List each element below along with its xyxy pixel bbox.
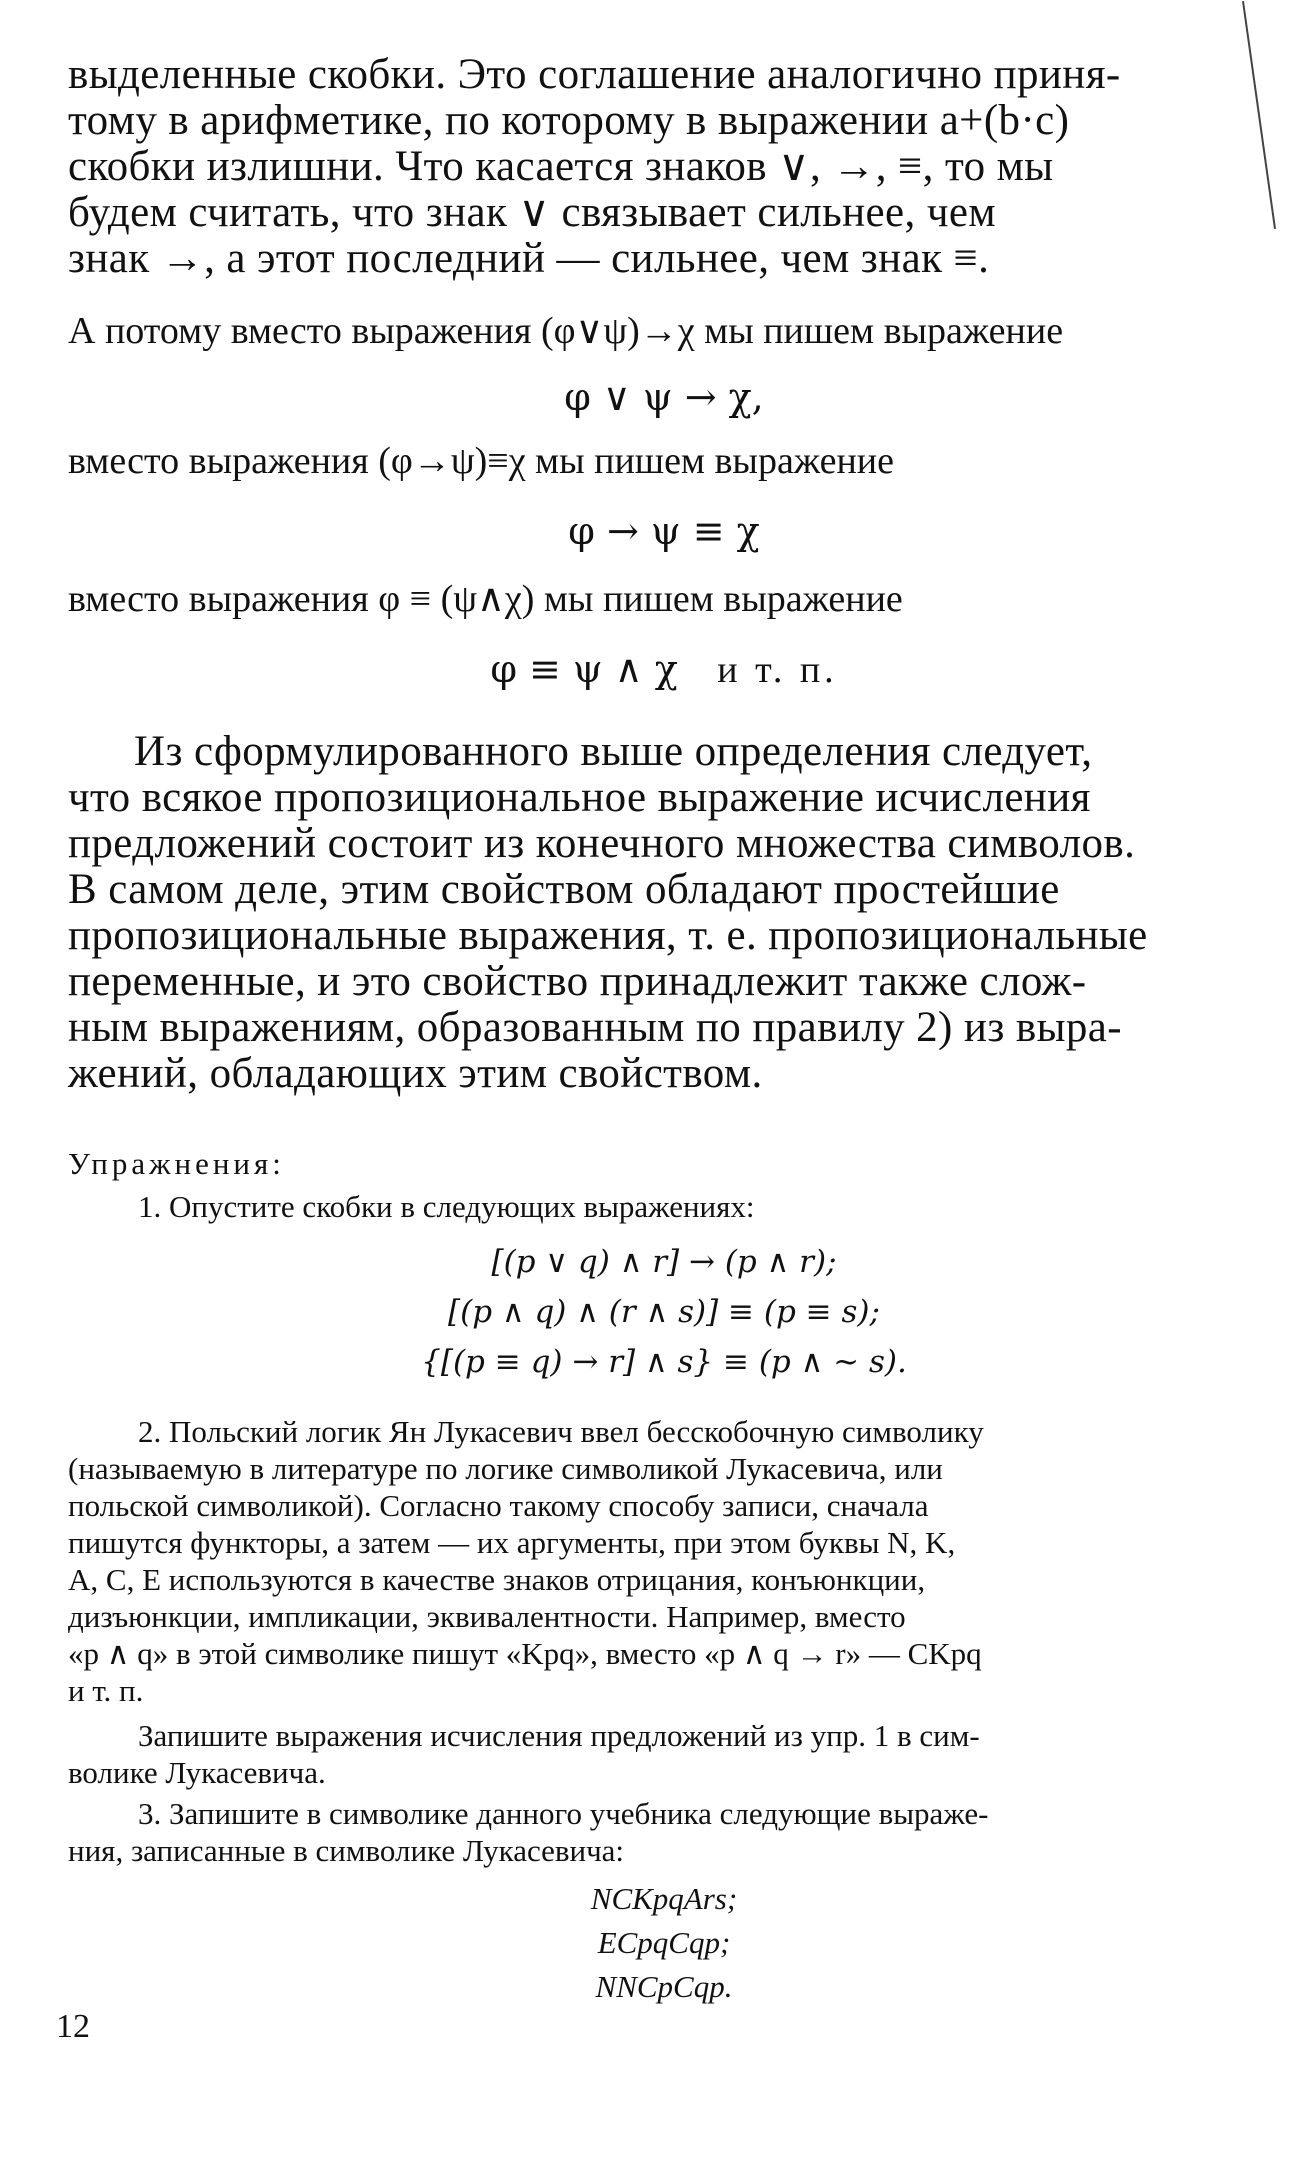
exercise-1-formula-3: {[(p ≡ q) → r] ∧ s} ≡ (p ∧ ~ s). — [421, 1344, 907, 1380]
exercise-3-formula-2: ECpqCqp; — [597, 1925, 731, 1960]
intro-line-3: скобки излишни. Что касается знаков ∨, →, ≡, то мы — [68, 143, 1054, 190]
exercise-2-task — [68, 1717, 1260, 1791]
intro-line-2: тому в арифметике, по которому в выражении a+(b·c) — [68, 97, 1070, 144]
page-number: 12 — [56, 2008, 90, 2045]
exercise-2-line-7: «p ∧ q» в этой символике пишут «Kpq», вместо «p ∧ q → r» — CKpq — [68, 1636, 982, 1671]
exercise-2-task-line-2: волике Лукасевича. — [68, 1755, 326, 1790]
main-line-6: переменные, и это свойство принадлежит также слож- — [68, 958, 1087, 1005]
intro-line-4: будем считать, что знак ∨ связывает сильнее, чем — [68, 189, 996, 236]
exercise-2-line-2: (называемую в литературе по логике символикой Лукасевича, или — [68, 1451, 943, 1486]
intro-line-1: выделенные скобки. Это соглашение аналогично приня- — [68, 51, 1121, 98]
book-page — [68, 52, 1260, 2009]
intro-line-5: знак →, а этот последний — сильнее, чем знак ≡. — [68, 235, 990, 282]
main-line-4: В самом деле, этим свойством обладают простейшие — [68, 866, 1060, 913]
example-formula-1: φ ∨ ψ → χ, — [564, 375, 764, 419]
example-line-3: вместо выражения φ ≡ (ψ∧χ) мы пишем выражение — [68, 578, 903, 620]
exercise-1-formulas — [68, 1237, 1260, 1387]
exercise-2-line-8: и т. п. — [68, 1673, 144, 1708]
exercises-heading: Упражнения: — [68, 1146, 285, 1181]
example-formula-2: φ → ψ ≡ χ — [568, 509, 760, 553]
intro-paragraph — [68, 52, 1260, 282]
exercise-1-text: 1. Опустите скобки в следующих выражениях: — [138, 1189, 755, 1224]
exercises-section — [68, 1145, 1260, 2009]
main-line-3: предложений состоит из конечного множества символов. — [68, 820, 1136, 867]
exercise-2-line-3: польской символикой). Согласно такому способу записи, сначала — [68, 1488, 929, 1523]
examples-block — [68, 308, 1260, 693]
main-line-1: Из сформулированного выше определения следует, — [134, 728, 1093, 775]
exercise-1-formula-1: [(p ∨ q) ∧ r] → (p ∧ r); — [491, 1244, 837, 1280]
exercise-3-line-1: 3. Запишите в символике данного учебника следующие выраже- — [138, 1796, 989, 1831]
exercise-3-line-2: ния, записанные в символике Лукасевича: — [68, 1833, 625, 1868]
exercise-3-formula-3: NNCpCqp. — [595, 1969, 733, 2004]
example-formula-3: φ ≡ ψ ∧ χ — [490, 647, 678, 691]
exercise-3-formula-1: NCKpqArs; — [590, 1881, 738, 1916]
exercise-1-formula-2: [(p ∧ q) ∧ (r ∧ s)] ≡ (p ≡ s); — [448, 1294, 880, 1330]
exercise-3-text — [68, 1795, 1260, 1869]
main-line-2: что всякое пропозициональное выражение исчисления — [68, 774, 1091, 821]
exercise-2-task-line-1: Запишите выражения исчисления предложений из упр. 1 в сим- — [138, 1718, 980, 1753]
example-line-1: А потому вместо выражения (φ∨ψ)→χ мы пишем выражение — [68, 310, 1064, 352]
main-line-7: ным выражениям, образованным по правилу 2) из выра- — [68, 1004, 1122, 1051]
main-line-8: жений, обладающих этим свойством. — [68, 1050, 763, 1097]
exercise-2-line-5: A, C, E используются в качестве знаков отрицания, конъюнкции, — [68, 1562, 926, 1597]
exercise-2-line-6: дизъюнкции, импликации, эквивалентности. Например, вместо — [68, 1599, 906, 1634]
exercise-2-text — [68, 1413, 1260, 1709]
example-formula-3-row — [68, 646, 1260, 693]
main-paragraph — [68, 729, 1260, 1097]
exercise-2-line-1: 2. Польский логик Ян Лукасевич ввел бесскобочную символику — [138, 1414, 984, 1449]
example-formula-3-suffix: и т. п. — [717, 649, 838, 691]
exercise-2-line-4: пишутся функторы, а затем — их аргументы, при этом буквы N, K, — [68, 1525, 956, 1560]
example-line-2: вместо выражения (φ→ψ)≡χ мы пишем выражение — [68, 440, 894, 482]
main-line-5: пропозициональные выражения, т. е. пропозициональные — [68, 912, 1148, 959]
exercise-3-formulas — [68, 1877, 1260, 2009]
